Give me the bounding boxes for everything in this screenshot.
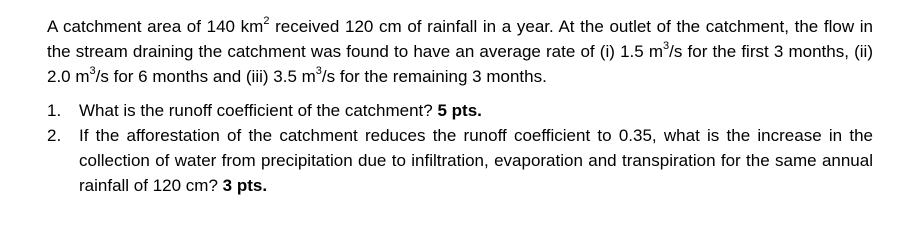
- question-text: [79, 123, 873, 198]
- superscript-cubed: 3: [89, 65, 96, 78]
- intro-text-2: received 120 cm of rainfall in a year. At the outlet of the catchment, the flow in the stream draining the catchment was found to have an average rate of (i) 1.5 m: [47, 17, 873, 61]
- question-number: 1.: [47, 101, 62, 120]
- question-body: If the afforestation of the catchment reduces the runoff coefficient to 0.35, what is the increase in the collection of water from precipitation due to infiltration, evaporation and transpiration for the same annual rainfall of 120 cm?: [79, 126, 873, 195]
- intro-text-1: A catchment area of 140 km: [47, 17, 264, 36]
- points-label: 3 pts.: [222, 176, 268, 195]
- points-label: 5 pts.: [437, 101, 482, 120]
- superscript-cubed: 3: [315, 65, 322, 78]
- superscript-squared: 2: [263, 15, 270, 28]
- question-body: What is the runoff coefficient of the catchment?: [79, 101, 438, 120]
- question-text: [79, 98, 873, 123]
- superscript-cubed: 3: [663, 40, 670, 53]
- problem-statement: [47, 14, 873, 89]
- question-item: [47, 123, 873, 198]
- intro-text-5: /s for the remaining 3 months.: [321, 67, 547, 86]
- question-item: [47, 98, 873, 123]
- question-number: 2.: [47, 126, 62, 145]
- question-list: [47, 98, 873, 198]
- intro-text-3: /s for the first 3 months, (ii) 2.0 m: [47, 42, 873, 86]
- intro-text-4: /s for 6 months and (iii) 3.5 m: [95, 67, 316, 86]
